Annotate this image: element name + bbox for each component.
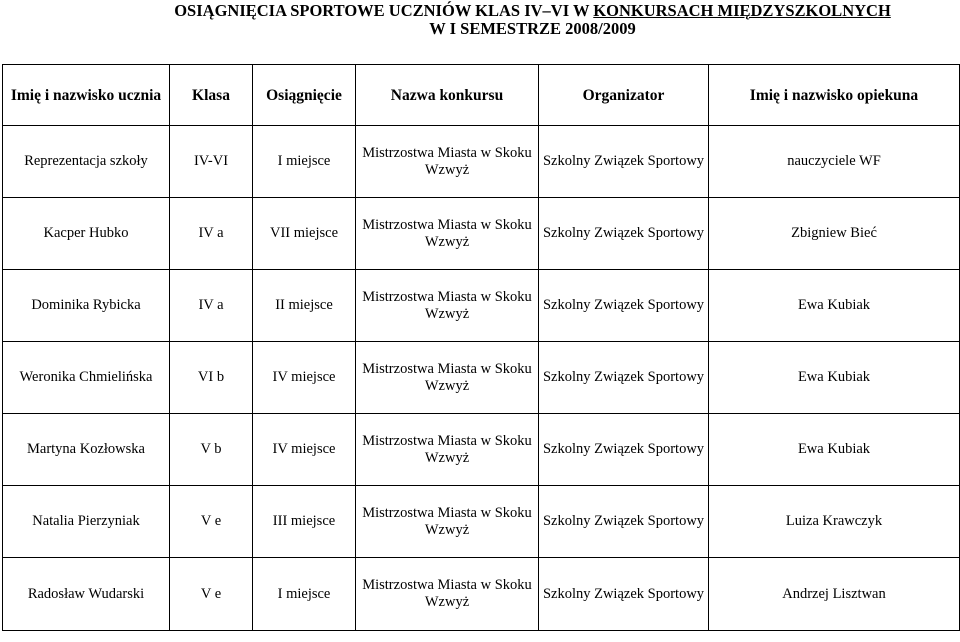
cell-tutor: Ewa Kubiak: [709, 270, 960, 342]
cell-class: V b: [170, 414, 253, 486]
header-contest: Nazwa konkursu: [356, 65, 539, 126]
table-row: [3, 198, 960, 270]
cell-student: Radosław Wudarski: [3, 558, 170, 631]
cell-class: V e: [170, 558, 253, 631]
title-line-2: W I SEMESTRZE 2008/2009: [429, 19, 636, 38]
cell-tutor: Zbigniew Bieć: [709, 198, 960, 270]
header-organizer: Organizator: [539, 65, 709, 126]
cell-student: Kacper Hubko: [3, 198, 170, 270]
table-row: [3, 126, 960, 198]
cell-organizer: Szkolny Związek Sportowy: [539, 486, 709, 558]
cell-contest: Mistrzostwa Miasta w Skoku Wzwyż: [356, 198, 539, 270]
cell-tutor: Luiza Krawczyk: [709, 486, 960, 558]
cell-contest: Mistrzostwa Miasta w Skoku Wzwyż: [356, 558, 539, 631]
cell-organizer: Szkolny Związek Sportowy: [539, 270, 709, 342]
cell-student: Weronika Chmielińska: [3, 342, 170, 414]
cell-class: IV a: [170, 270, 253, 342]
table-row: [3, 486, 960, 558]
header-class: Klasa: [170, 65, 253, 126]
cell-contest: Mistrzostwa Miasta w Skoku Wzwyż: [356, 414, 539, 486]
cell-achievement: III miejsce: [253, 486, 356, 558]
cell-organizer: Szkolny Związek Sportowy: [539, 198, 709, 270]
title-line-1-underlined: KONKURSACH MIĘDZYSZKOLNYCH: [593, 1, 891, 20]
cell-student: Natalia Pierzyniak: [3, 486, 170, 558]
cell-achievement: I miejsce: [253, 126, 356, 198]
title-line-1: [0, 2, 960, 20]
cell-organizer: Szkolny Związek Sportowy: [539, 342, 709, 414]
cell-student: Reprezentacja szkoły: [3, 126, 170, 198]
results-table: [2, 64, 960, 631]
cell-class: VI b: [170, 342, 253, 414]
cell-tutor: Ewa Kubiak: [709, 342, 960, 414]
header-student: Imię i nazwisko ucznia: [3, 65, 170, 126]
cell-achievement: IV miejsce: [253, 342, 356, 414]
cell-tutor: Ewa Kubiak: [709, 414, 960, 486]
cell-tutor: Andrzej Lisztwan: [709, 558, 960, 631]
header-tutor: Imię i nazwisko opiekuna: [709, 65, 960, 126]
cell-achievement: VII miejsce: [253, 198, 356, 270]
cell-class: V e: [170, 486, 253, 558]
cell-achievement: I miejsce: [253, 558, 356, 631]
cell-student: Dominika Rybicka: [3, 270, 170, 342]
table-row: [3, 558, 960, 631]
table-row: [3, 414, 960, 486]
cell-contest: Mistrzostwa Miasta w Skoku Wzwyż: [356, 270, 539, 342]
table-row: [3, 270, 960, 342]
cell-tutor: nauczyciele WF: [709, 126, 960, 198]
cell-achievement: IV miejsce: [253, 414, 356, 486]
cell-contest: Mistrzostwa Miasta w Skoku Wzwyż: [356, 342, 539, 414]
cell-student: Martyna Kozłowska: [3, 414, 170, 486]
cell-contest: Mistrzostwa Miasta w Skoku Wzwyż: [356, 126, 539, 198]
table-row: [3, 342, 960, 414]
title-line-1-start: OSIĄGNIĘCIA SPORTOWE UCZNIÓW KLAS IV–VI W: [174, 1, 594, 20]
cell-organizer: Szkolny Związek Sportowy: [539, 414, 709, 486]
cell-organizer: Szkolny Związek Sportowy: [539, 126, 709, 198]
header-achievement: Osiągnięcie: [253, 65, 356, 126]
cell-class: IV a: [170, 198, 253, 270]
cell-achievement: II miejsce: [253, 270, 356, 342]
table-header-row: [3, 65, 960, 126]
cell-class: IV-VI: [170, 126, 253, 198]
cell-organizer: Szkolny Związek Sportowy: [539, 558, 709, 631]
cell-contest: Mistrzostwa Miasta w Skoku Wzwyż: [356, 486, 539, 558]
document-title: [0, 2, 960, 38]
